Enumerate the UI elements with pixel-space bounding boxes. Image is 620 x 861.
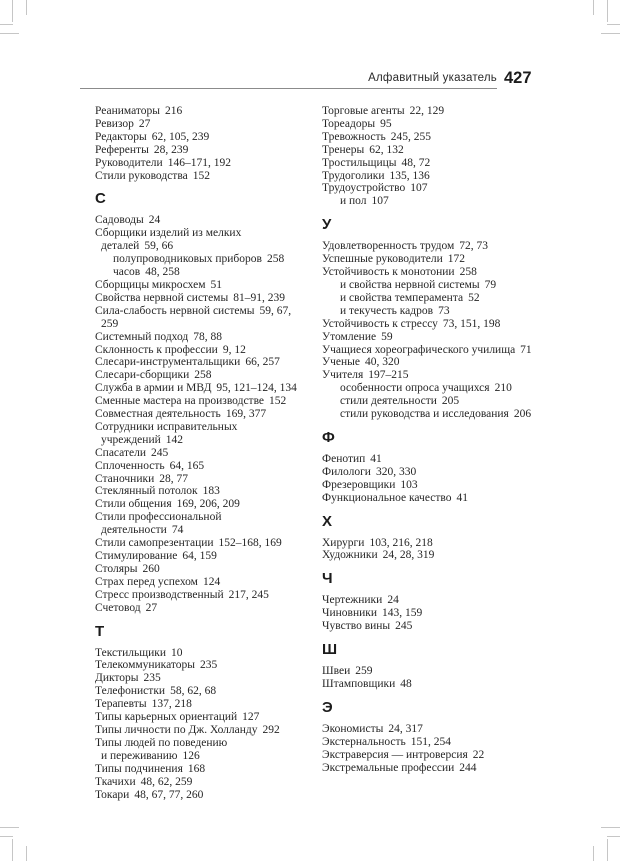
entry-page-numbers: 152 [269,395,287,408]
entry-page-numbers: 292 [262,723,280,736]
entry-label: Редакторы [95,130,147,143]
entry-page-numbers: 48, 72 [401,156,431,169]
index-entry [322,395,558,408]
entry-page-numbers: 210 [494,382,512,395]
index-entry [95,318,317,331]
entry-page-numbers: 48, 67, 77, 260 [134,788,204,801]
index-entry [95,647,317,660]
entry-page-numbers: 206 [513,408,532,421]
entry-label: стили руководства и исследования [340,408,509,421]
index-entry [95,305,317,318]
index-entry [322,157,558,170]
entry-page-numbers: 40, 320 [365,356,400,369]
entry-label: Текстильщики [95,646,167,659]
entry-page-numbers: 244 [459,761,477,774]
entry-label: Садоводы [95,214,144,227]
index-entry [322,369,558,382]
entry-label: Штамповщики [322,678,396,690]
entry-label: Учителя [322,369,364,382]
index-entry [322,408,558,421]
entry-page-numbers: 74 [171,524,184,537]
entry-label: Сменные мастера на производстве [95,395,265,408]
entry-label: Системный подход [95,330,189,343]
index-entry [95,214,317,227]
index-entry [322,492,558,505]
entry-label: Художники [322,549,378,562]
index-entry [322,607,558,620]
index-entry [322,331,558,344]
index-entry [322,678,558,691]
entry-label: и пол [340,195,367,208]
entry-label: Дикторы [95,672,139,685]
entry-label: и текучесть кадров [340,304,434,317]
index-entry [95,331,317,344]
crop-mark-icon [607,0,608,22]
index-entry [95,763,317,776]
index-entry [95,576,317,589]
entry-page-numbers: 197–215 [368,369,409,382]
entry-label: Стили самопрезентации [95,537,214,550]
entry-label: Тревожность [322,130,386,143]
entry-page-numbers: 51 [210,278,223,291]
index-entry [322,182,558,195]
entry-page-numbers: 41 [370,452,382,465]
index-entry [95,144,317,157]
crop-mark-icon [607,839,608,861]
index-entry [95,460,317,473]
entry-label: Чиновники [322,607,378,620]
index-entry [322,318,558,331]
entry-page-numbers: 205 [441,395,460,408]
index-entry [95,382,317,395]
entry-label: Ткачихи [95,775,136,788]
entry-page-numbers: 27 [138,117,151,130]
entry-label: полупроводниковых приборов [113,253,262,266]
index-entry [322,105,558,118]
entry-label: Типы личности по Дж. Холланду [95,723,258,736]
crop-mark-icon [0,33,19,34]
index-entry [322,736,558,749]
entry-page-numbers: 169, 377 [225,408,267,421]
index-entry [322,762,558,775]
entry-page-numbers: 10 [171,646,183,659]
entry-page-numbers: 142 [165,433,184,446]
entry-label: Токари [95,788,130,801]
entry-label: Терапевты [95,698,147,711]
index-entry [95,550,317,563]
entry-page-numbers: 135, 136 [389,169,430,182]
entry-label: Руководители [95,156,163,169]
entry-page-numbers: 172 [447,253,465,266]
entry-label: Счетовод [95,601,141,614]
index-entry [95,356,317,369]
entry-page-numbers: 48, 62, 259 [140,775,193,788]
entry-label: Телефонистки [95,685,166,698]
entry-label: стили деятельности [340,395,437,408]
crop-mark-icon [607,24,620,25]
index-entry [322,620,558,633]
entry-page-numbers: 24, 317 [388,722,423,735]
entry-page-numbers: 183 [202,485,220,498]
entry-label: Стили общения [95,498,172,511]
index-entry [95,421,317,434]
index-entry [322,749,558,762]
entry-page-numbers: 126 [182,749,200,762]
entry-page-numbers: 95 [380,117,392,130]
entry-page-numbers: 22, 129 [409,105,445,117]
entry-page-numbers: 103 [400,478,418,491]
crop-mark-icon [601,33,620,34]
entry-label: деятельности [101,524,167,537]
entry-label: Экономисты [322,722,384,735]
entry-label: Склонность к профессии [95,343,218,356]
entry-label: Референты [95,143,149,156]
entry-label: Утомление [322,330,377,343]
entry-page-numbers: 62, 105, 239 [151,130,210,143]
entry-label: Чертежники [322,594,383,607]
index-entry [322,344,558,357]
index-entry [322,453,558,466]
crop-mark-icon [0,836,13,837]
entry-page-numbers: 59 [381,330,393,343]
index-entry [322,279,558,292]
entry-label: Служба в армии и МВД [95,382,212,395]
crop-mark-icon [12,0,13,22]
entry-page-numbers: 73 [438,304,450,317]
entry-page-numbers: 59, 66 [144,240,174,253]
entry-label: Фенотип [322,452,366,465]
entry-page-numbers: 95, 121–124, 134 [216,382,297,395]
entry-page-numbers: 217, 245 [228,588,269,601]
index-entry [95,776,317,789]
entry-label: часов [113,266,141,279]
crop-mark-icon [26,846,27,861]
entry-label: 259 [101,317,119,330]
index-entry [95,524,317,537]
index-entry [95,266,317,279]
entry-page-numbers: 59, 67, [259,304,292,317]
entry-page-numbers: 64, 165 [169,459,205,472]
entry-label: Сборщики изделий из мелких [95,227,242,240]
entry-label: Стили профессиональной [95,511,222,524]
entry-page-numbers: 260 [142,562,160,575]
entry-label: и переживанию [101,749,178,762]
entry-label: Слесари-инструментальщики [95,356,241,369]
entry-label: Экстраверсия — интроверсия [322,748,468,761]
section-letter-heading: Ф [322,428,335,446]
entry-label: Свойства нервной системы [95,291,229,304]
entry-label: Сотрудники исправительных [95,420,238,433]
index-entry [322,356,558,369]
index-entry [322,266,558,279]
entry-page-numbers: 71 [520,343,532,356]
entry-label: Успешные руководители [322,253,443,266]
crop-mark-icon [0,24,13,25]
index-entry [95,659,317,672]
entry-page-numbers: 78, 88 [193,330,223,343]
index-entry [95,737,317,750]
index-entry [95,279,317,292]
crop-mark-icon [593,846,594,861]
section-letter-heading: Т [95,622,105,640]
entry-label: Функциональное качество [322,491,452,504]
index-entry [322,170,558,183]
index-entry [322,549,558,562]
entry-label: Телекоммуникаторы [95,659,196,672]
entry-page-numbers: 72, 73 [459,240,489,253]
crop-mark-icon [26,0,27,15]
entry-page-numbers: 258 [266,253,285,266]
entry-page-numbers: 245 [395,620,413,633]
entry-page-numbers: 9, 12 [222,343,246,356]
index-entry [95,698,317,711]
entry-label: и свойства нервной системы [340,278,480,291]
index-entry [322,253,558,266]
index-entry [95,711,317,724]
index-entry [322,292,558,305]
running-head-title: Алфавитный указатель [368,72,497,84]
index-column-left [95,105,317,801]
index-entry [95,118,317,131]
running-head [80,72,497,89]
entry-page-numbers: 152 [192,169,210,182]
index-entry [95,563,317,576]
index-entry [322,240,558,253]
entry-label: Филологи [322,465,371,478]
index-entry [95,511,317,524]
page-number: 427 [504,69,532,87]
entry-label: Фрезеровщики [322,478,396,491]
entry-page-numbers: 27 [145,601,158,614]
index-entry [95,240,317,253]
index-entry [95,498,317,511]
entry-page-numbers: 258 [194,369,212,382]
entry-label: Сила-слабость нервной системы [95,304,255,317]
entry-label: Торговые агенты [322,105,405,117]
entry-page-numbers: 73, 151, 198 [442,317,501,330]
index-entry [95,105,317,118]
crop-mark-icon [0,827,19,828]
entry-label: Учащиеся хореографического училища [322,343,516,356]
entry-label: Спасатели [95,446,147,459]
index-entry [322,537,558,550]
index-entry [95,369,317,382]
index-entry [322,118,558,131]
entry-page-numbers: 22 [472,748,485,761]
index-entry [95,292,317,305]
entry-page-numbers: 245, 255 [390,130,432,143]
entry-label: Чувство вины [322,620,391,633]
index-entry [322,195,558,208]
entry-label: Тореадоры [322,117,376,130]
entry-label: деталей [101,240,140,253]
index-entry [95,789,317,802]
entry-page-numbers: 137, 218 [151,698,192,711]
entry-page-numbers: 24 [387,594,399,607]
entry-label: Удовлетворенность трудом [322,240,455,253]
index-entry [95,131,317,144]
index-entry [95,537,317,550]
index-entry [322,466,558,479]
section-letter-heading: Х [322,512,333,530]
entry-page-numbers: 103, 216, 218 [369,536,433,549]
entry-page-numbers: 124 [202,575,221,588]
entry-label: Реаниматоры [95,105,161,117]
entry-label: Слесари-сборщики [95,369,190,382]
entry-page-numbers: 48 [400,678,412,690]
entry-page-numbers: 169, 206, 209 [176,498,240,511]
entry-page-numbers: 28, 77 [159,472,188,485]
entry-label: Тренеры [322,143,365,156]
entry-page-numbers: 258 [459,266,477,279]
entry-page-numbers: 52 [468,291,480,304]
entry-label: учреждений [101,433,161,446]
entry-page-numbers: 64, 159 [182,550,217,562]
entry-label: Устойчивость к стрессу [322,317,438,330]
index-entry [95,395,317,408]
section-letter-heading: Ч [322,570,333,588]
entry-page-numbers: 58, 62, 68 [170,685,217,698]
index-entry [322,665,558,678]
index-entry [95,672,317,685]
entry-label: Ревизор [95,117,134,130]
entry-label: Стеклянный потолок [95,485,198,498]
entry-page-numbers: 48, 258 [145,266,180,279]
entry-page-numbers: 235 [200,659,218,672]
entry-label: Швеи [322,665,351,678]
index-entry [95,408,317,421]
section-letter-heading: У [322,216,332,234]
entry-page-numbers: 168 [187,762,206,775]
entry-page-numbers: 24 [148,214,161,227]
entry-page-numbers: 320, 330 [375,465,417,478]
entry-label: Совместная деятельность [95,408,221,421]
crop-mark-icon [601,827,620,828]
index-entry [95,344,317,357]
crop-mark-icon [12,839,13,861]
entry-label: и свойства темперамента [340,291,464,304]
entry-label: Трудоголики [322,169,385,182]
entry-label: Типы карьерных ориентаций [95,711,238,724]
crop-mark-icon [607,836,620,837]
index-entry [95,227,317,240]
entry-label: Тростильщицы [322,156,397,169]
entry-label: Станочники [95,472,155,485]
entry-page-numbers: 259 [355,665,373,678]
entry-label: Экстремальные профессии [322,761,455,774]
entry-label: Сплоченность [95,459,165,472]
index-entry [95,434,317,447]
index-entry [322,144,558,157]
entry-label: Стили руководства [95,169,188,182]
section-letter-heading: Ш [322,641,338,659]
entry-label: Стимулирование [95,550,178,562]
entry-label: Хирурги [322,536,365,549]
entry-page-numbers: 24, 28, 319 [382,549,435,562]
index-entry [95,724,317,737]
entry-label: Страх перед успехом [95,575,198,588]
index-entry [95,447,317,460]
entry-label: Ученые [322,356,361,369]
index-entry [95,473,317,486]
entry-page-numbers: 107 [371,195,389,208]
section-letter-heading: С [95,190,106,208]
entry-label: Столяры [95,562,138,575]
entry-page-numbers: 62, 132 [369,143,404,156]
index-entry [322,382,558,395]
entry-page-numbers: 107 [410,182,428,195]
index-entry [322,305,558,318]
index-column-right [322,105,558,775]
entry-label: Экстернальность [322,735,406,748]
entry-page-numbers: 216 [165,105,183,117]
entry-page-numbers: 235 [143,672,161,685]
index-entry [95,589,317,602]
index-entry [95,157,317,170]
entry-page-numbers: 146–171, 192 [167,156,231,169]
entry-label: Трудоустройство [322,182,406,195]
entry-label: Стресс производственный [95,588,224,601]
index-entry [322,479,558,492]
entry-label: особенности опроса учащихся [340,382,490,395]
index-entry [95,602,317,615]
index-entry [95,253,317,266]
entry-page-numbers: 41 [456,491,468,504]
index-entry [322,131,558,144]
entry-label: Сборщицы микросхем [95,278,206,291]
section-letter-heading: Э [322,698,333,716]
entry-page-numbers: 66, 257 [245,356,280,369]
crop-mark-icon [593,0,594,15]
index-entry [95,170,317,183]
entry-page-numbers: 28, 239 [153,143,189,156]
entry-page-numbers: 245 [151,446,169,459]
index-entry [95,685,317,698]
index-entry [322,594,558,607]
entry-page-numbers: 127 [242,711,260,724]
entry-page-numbers: 152–168, 169 [218,537,282,550]
entry-label: Устойчивость к монотонии [322,266,455,279]
index-entry [95,485,317,498]
entry-label: Типы людей по поведению [95,736,228,749]
entry-page-numbers: 81–91, 239 [233,291,285,304]
entry-page-numbers: 151, 254 [410,735,452,748]
index-entry [95,750,317,763]
entry-page-numbers: 79 [484,278,497,291]
entry-label: Типы подчинения [95,762,183,775]
index-entry [322,723,558,736]
entry-page-numbers: 143, 159 [382,607,423,620]
